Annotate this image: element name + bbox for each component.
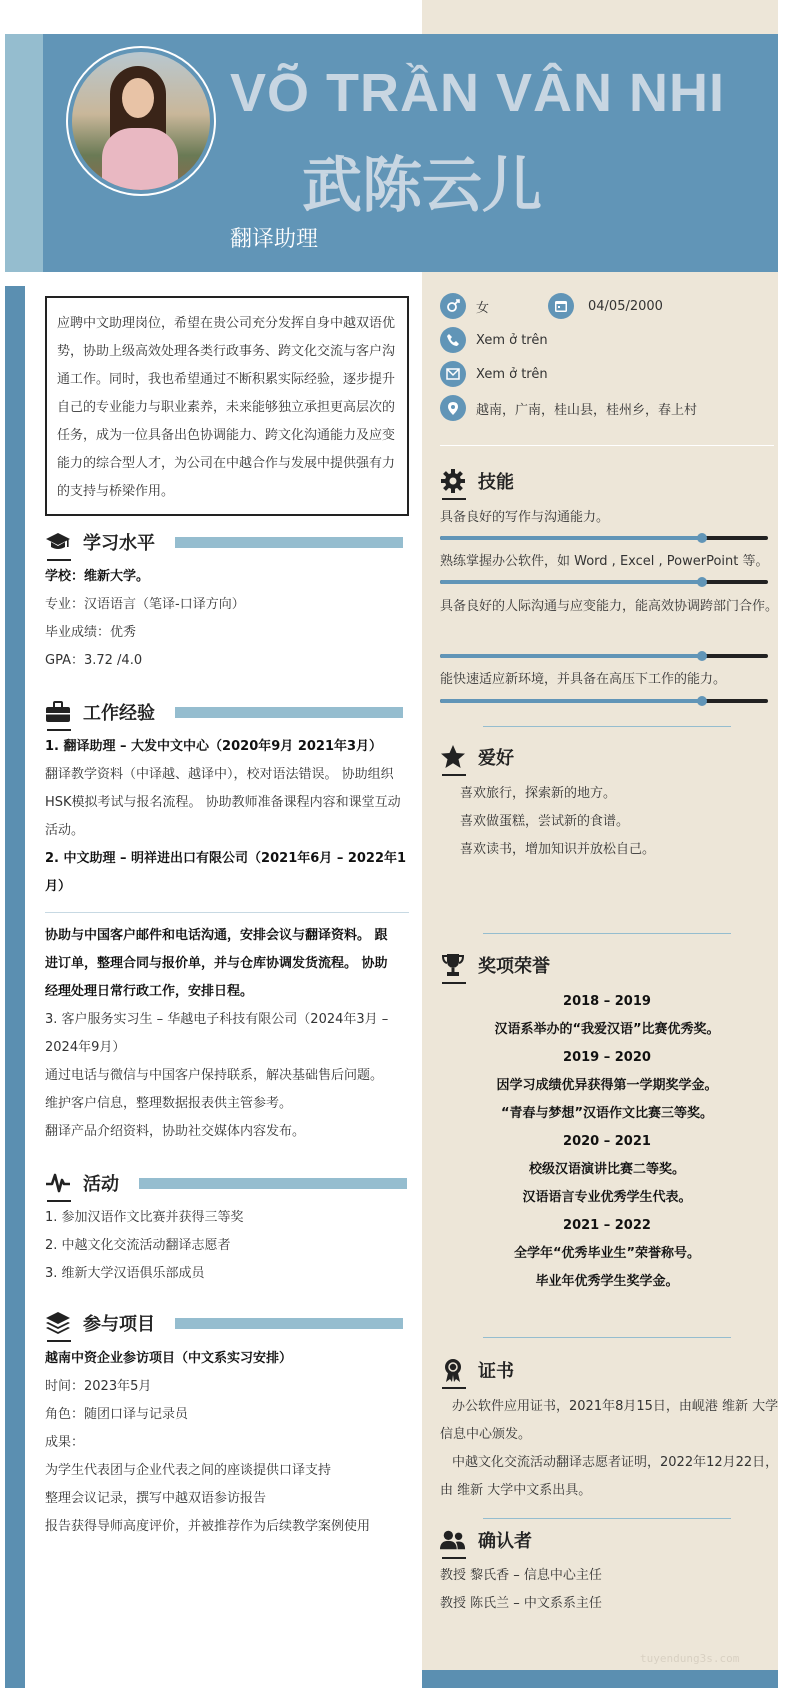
skill-bar-fill bbox=[440, 536, 702, 540]
project-result: 报告获得导师高度评价，并被推荐作为后续教学案例使用 bbox=[45, 1519, 371, 1534]
hobby-item: 喜欢旅行，探索新的地方。 bbox=[460, 786, 617, 801]
job-2-line: 经理处理日常行政工作，安排日程。 bbox=[45, 984, 254, 999]
hobbies-list bbox=[460, 780, 774, 864]
job-3-line: 翻译产品介绍资料，协助社交媒体内容发布。 bbox=[45, 1124, 306, 1139]
skill-bar-fill bbox=[440, 654, 702, 658]
activity-item: 2. 中越文化交流活动翻译志愿者 bbox=[45, 1238, 231, 1253]
activities-list bbox=[45, 1204, 409, 1288]
award-year: 2021 – 2022 bbox=[563, 1218, 651, 1233]
skill-text: 能快速适应新环境，并具备在高压下工作的能力。 bbox=[440, 672, 727, 687]
hobbies-title: 爱好 bbox=[478, 748, 514, 769]
certificates-section-header bbox=[440, 1353, 514, 1387]
certificates-divider bbox=[483, 1518, 731, 1519]
email-row bbox=[440, 361, 548, 387]
job-3-line: 通过电话与微信与中国客户保持联系，解决基础售后问题。 bbox=[45, 1068, 384, 1083]
project-name: 越南中资企业参访项目（中文系实习安排） bbox=[45, 1351, 293, 1366]
project-time: 时间：2023年5月 bbox=[45, 1379, 152, 1394]
address-value: 越南，广南，桂山县，桂州乡，春上村 bbox=[476, 402, 698, 418]
skills-title: 技能 bbox=[478, 472, 514, 493]
job-1-line: 翻译教学资料（中译越、越译中），校对语法错误。 协助组织 bbox=[45, 767, 394, 782]
portrait-body bbox=[102, 128, 178, 190]
education-title-bar bbox=[175, 537, 403, 548]
job-2-line: 进订单，整理合同与报价单，并与仓库协调发货流程。 协助 bbox=[45, 956, 388, 971]
activities-title-bar bbox=[139, 1178, 407, 1189]
job-1-title: 1. 翻译助理 – 大发中文中心（2020年9月 2021年3月） bbox=[45, 739, 383, 754]
hobbies-divider bbox=[483, 933, 731, 934]
project-details bbox=[45, 1345, 409, 1541]
portrait-image bbox=[72, 52, 210, 190]
address-row bbox=[440, 395, 697, 421]
left-accent-stripe bbox=[5, 286, 25, 1688]
candidate-name-chinese: 武陈云儿 bbox=[302, 151, 542, 221]
job-2-title-line: 月） bbox=[45, 879, 72, 894]
watermark: tuyendung3s.com bbox=[640, 1652, 740, 1665]
skills-section-header bbox=[440, 464, 514, 498]
skill-text: 熟练掌握办公软件，如 Word , Excel , PowerPoint 等。 bbox=[440, 554, 769, 569]
job-1-line: HSK模拟考试与报名流程。 协助教师准备课程内容和课堂互动 bbox=[45, 795, 401, 810]
award-item: 全学年“优秀毕业生”荣誉称号。 bbox=[513, 1246, 701, 1261]
awards-divider bbox=[483, 1337, 731, 1338]
award-year: 2020 – 2021 bbox=[563, 1134, 651, 1149]
certificate-line: 办公软件应用证书，2021年8月15日，由岘港 维新 大学 bbox=[452, 1399, 779, 1414]
work-section-header bbox=[45, 695, 403, 729]
project-result: 为学生代表团与企业代表之间的座谈提供口译支持 bbox=[45, 1463, 332, 1478]
phone-value: Xem ở trên bbox=[476, 332, 548, 348]
job-1-line: 活动。 bbox=[45, 823, 85, 838]
gear-icon bbox=[440, 468, 466, 494]
work-title: 工作经验 bbox=[83, 703, 155, 724]
activities-title: 活动 bbox=[83, 1174, 119, 1195]
work-job-1 bbox=[45, 733, 409, 901]
calendar-icon bbox=[548, 293, 574, 319]
hobby-item: 喜欢做蛋糕，尝试新的食谱。 bbox=[460, 814, 630, 829]
work-divider bbox=[45, 912, 409, 913]
contact-divider bbox=[440, 445, 774, 446]
bottom-accent-bar bbox=[422, 1670, 800, 1688]
references-section-header bbox=[440, 1523, 532, 1557]
project-result: 整理会议记录，撰写中越双语参访报告 bbox=[45, 1491, 267, 1506]
award-item: 汉语语言专业优秀学生代表。 bbox=[522, 1190, 692, 1205]
skill-bar-fill bbox=[440, 699, 702, 703]
references-title: 确认者 bbox=[478, 1531, 532, 1552]
graduation-cap-icon bbox=[45, 529, 71, 555]
activities-section-header bbox=[45, 1166, 407, 1200]
awards-list bbox=[440, 988, 774, 1296]
job-3-line: 维护客户信息，整理数据报表供主管参考。 bbox=[45, 1096, 293, 1111]
gender-row bbox=[440, 293, 489, 319]
job-title: 翻译助理 bbox=[230, 227, 319, 252]
users-icon bbox=[440, 1527, 466, 1553]
job-2-title-line: 2. 中文助理 – 明祥进出口有限公司（2021年6月 – 2022年1 bbox=[45, 851, 407, 866]
hobby-item: 喜欢读书，增加知识并放松自己。 bbox=[460, 842, 656, 857]
project-result-label: 成果： bbox=[45, 1435, 85, 1450]
education-section-header bbox=[45, 525, 403, 559]
reference-item: 教授 黎氏香 – 信息中心主任 bbox=[440, 1568, 602, 1583]
profile-photo bbox=[66, 46, 216, 196]
location-pin-icon bbox=[440, 395, 466, 421]
education-gpa: GPA：3.72 /4.0 bbox=[45, 653, 143, 668]
awards-title: 奖项荣誉 bbox=[478, 956, 550, 977]
hobbies-section-header bbox=[440, 740, 514, 774]
certificate-line: 由 维新 大学中文系出具。 bbox=[440, 1483, 592, 1498]
email-icon bbox=[440, 361, 466, 387]
skill-bar bbox=[440, 536, 768, 540]
award-item: 汉语系举办的“我爱汉语”比赛优秀奖。 bbox=[494, 1022, 720, 1037]
phone-icon bbox=[440, 327, 466, 353]
right-margin bbox=[778, 0, 800, 1688]
pulse-icon bbox=[45, 1170, 71, 1196]
birthday-row bbox=[548, 293, 663, 319]
reference-item: 教授 陈氏兰 – 中文系系主任 bbox=[440, 1596, 602, 1611]
email-value: Xem ở trên bbox=[476, 366, 548, 382]
gender-value: 女 bbox=[476, 300, 490, 316]
skills-divider bbox=[483, 726, 731, 727]
references-list bbox=[440, 1562, 780, 1618]
trophy-icon bbox=[440, 952, 466, 978]
projects-section-header bbox=[45, 1306, 403, 1340]
job-3-title-line: 2024年9月） bbox=[45, 1040, 126, 1055]
briefcase-icon bbox=[45, 699, 71, 725]
star-icon bbox=[440, 744, 466, 770]
work-job-2-and-3 bbox=[45, 922, 409, 1146]
gender-icon bbox=[440, 293, 466, 319]
candidate-name-vietnamese: VÕ TRẦN VÂN NHI bbox=[230, 63, 726, 123]
skill-bar bbox=[440, 699, 768, 703]
left-accent-stripe-top bbox=[5, 34, 43, 272]
education-major: 专业：汉语语言（笔译-口译方向） bbox=[45, 597, 245, 612]
award-item: 毕业年优秀学生奖学金。 bbox=[535, 1274, 679, 1289]
projects-title: 参与项目 bbox=[83, 1314, 155, 1335]
education-title: 学习水平 bbox=[83, 533, 155, 554]
certificates-list bbox=[440, 1393, 780, 1505]
skill-text: 具备良好的人际沟通与应变能力，能高效协调跨部门合作。 bbox=[440, 599, 779, 614]
award-item: 校级汉语演讲比赛二等奖。 bbox=[528, 1162, 685, 1177]
award-item: “青春与梦想”汉语作文比赛三等奖。 bbox=[500, 1106, 714, 1121]
certificates-title: 证书 bbox=[478, 1361, 514, 1382]
certificate-line: 信息中心颁发。 bbox=[440, 1427, 532, 1442]
activity-item: 3. 维新大学汉语俱乐部成员 bbox=[45, 1266, 205, 1281]
education-details bbox=[45, 563, 409, 675]
certificate-line: 中越文化交流活动翻译志愿者证明，2022年12月22日， bbox=[452, 1455, 779, 1470]
skill-text: 具备良好的写作与沟通能力。 bbox=[440, 510, 610, 525]
birthday-value: 04/05/2000 bbox=[588, 298, 663, 314]
skill-bar bbox=[440, 654, 768, 658]
projects-title-bar bbox=[175, 1318, 403, 1329]
education-school: 学校：维新大学。 bbox=[45, 569, 150, 584]
education-grade: 毕业成绩：优秀 bbox=[45, 625, 137, 640]
job-3-title-line: 3. 客户服务实习生 – 华越电子科技有限公司（2024年3月 – bbox=[45, 1012, 389, 1027]
skill-bar-fill bbox=[440, 580, 702, 584]
work-title-bar bbox=[175, 707, 403, 718]
portrait-face bbox=[122, 78, 154, 118]
award-year: 2019 – 2020 bbox=[563, 1050, 651, 1065]
award-ribbon-icon bbox=[440, 1357, 466, 1383]
skill-bar bbox=[440, 580, 768, 584]
project-role: 角色：随团口译与记录员 bbox=[45, 1407, 189, 1422]
activity-item: 1. 参加汉语作文比赛并获得三等奖 bbox=[45, 1210, 244, 1225]
award-year: 2018 – 2019 bbox=[563, 994, 651, 1009]
awards-section-header bbox=[440, 948, 550, 982]
phone-row bbox=[440, 327, 548, 353]
job-2-line: 协助与中国客户邮件和电话沟通，安排会议与翻译资料。 跟 bbox=[45, 928, 388, 943]
award-item: 因学习成绩优异获得第一学期奖学金。 bbox=[496, 1078, 718, 1093]
layers-icon bbox=[45, 1310, 71, 1336]
career-objective: 应聘中文助理岗位，希望在贵公司充分发挥自身中越双语优势，协助上级高效处理各类行政事务、跨文化交流与客户沟通工作。同时，我也希望通过不断积累实际经验，逐步提升自己的专业能力与职业素养，未来能够独立承担更高层次的任务，成为一位具备出色协调能力、跨文化沟通能力及应变能力的综合型人才，为公司在中越合作与发展中提供强有力的支持与桥梁作用。 bbox=[45, 296, 409, 516]
